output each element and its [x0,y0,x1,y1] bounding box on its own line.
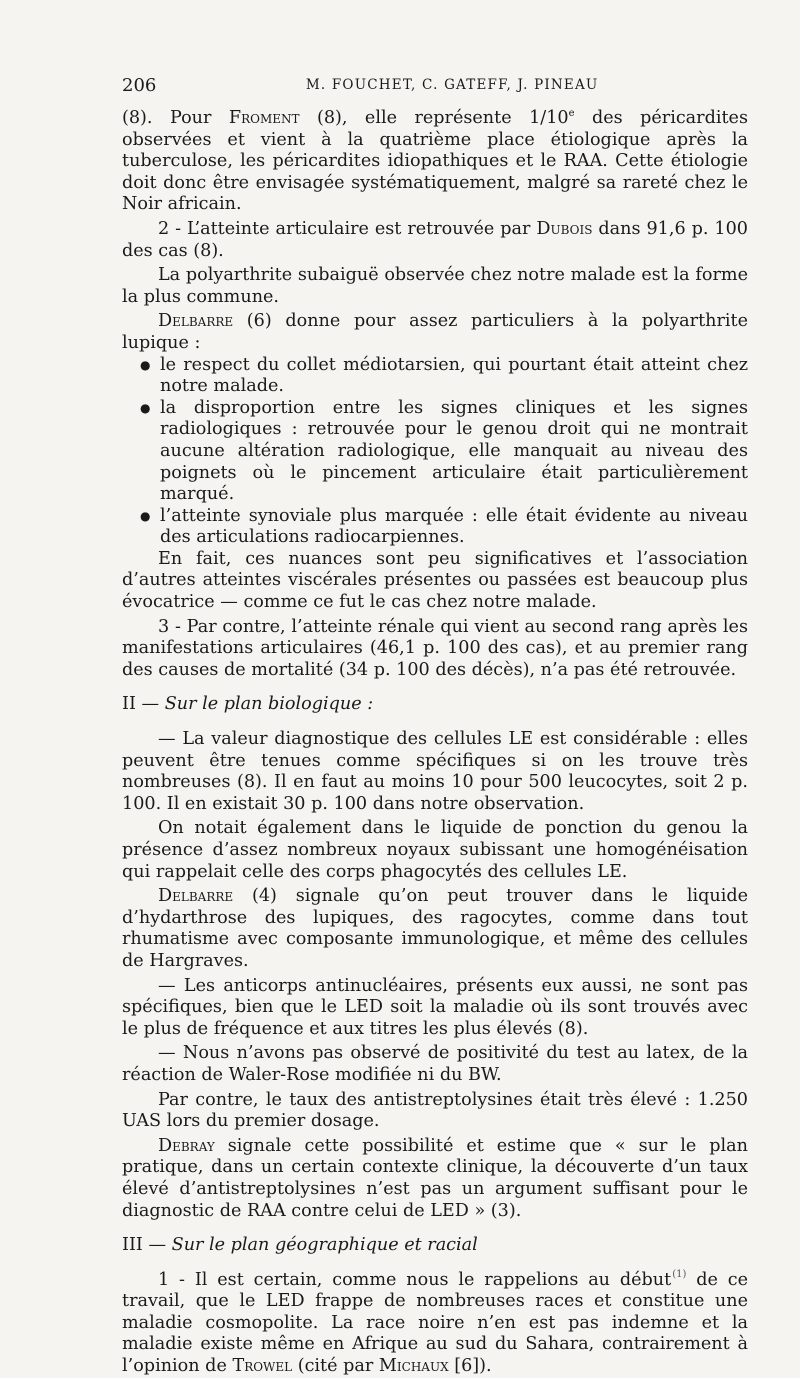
paragraph: En fait, ces nuances sont peu significatives et l’association d’autres atteintes viscérales présentes ou passées est beaucoup plus évocatrice — comme ce fut le cas chez notre malade. [122,548,748,613]
paragraph: 1 - Il est certain, comme nous le rappelions au début$^{(1)}$ de ce travail, que le LED frappe de nombreuses races et constitue une maladie cosmopolite. La race noire n’en est pas indemne et la maladie existe même en Afrique au sud du Sahara, contrairement à l’opinion de Trowel (cité par Michaux [6]). [122,1268,749,1377]
author-name: Delbarre [158,886,234,907]
section-heading: II — Sur le plan biologique : [122,694,374,715]
author-name: Michaux [378,1356,449,1377]
page-header [122,72,748,98]
paragraph: La polyarthrite subaiguë observée chez notre malade est la forme la plus commune. [122,265,748,307]
paragraph: On notait également dans le liquide de ponction du genou la présence d’assez nombreux noyaux subissant une homogénéisation qui rappelait celle des corps phagocytés des cellules LE. [122,818,748,882]
paragraph: — Nous n’avons pas observé de positivité du test au latex, de la réaction de Waler-Rose modifiée ni du BW. [122,1043,748,1085]
paragraph: 2 - L’atteinte articulaire est retrouvée par Dubois dans 91,6 p. 100 des cas (8). [122,218,748,261]
footnote-mark: (1) [672,1268,687,1280]
paragraph: Delbarre (6) donne pour assez particuliers à la polyarthrite lupique : [122,311,748,353]
body-text [122,108,748,1378]
running-head: M. FOUCHET, C. GATEFF, J. PINEAU [305,77,599,93]
list-item: ● le respect du collet médiotarsien, qui pourtant était atteint chez notre malade. [160,355,748,398]
list-item: ● l’atteinte synoviale plus marquée : elle était évidente au niveau des articulations radiocarpiennes. [160,506,748,549]
section-heading: III — Sur le plan géographique et racial [122,1235,478,1256]
paragraph: — Les anticorps antinucléaires, présents eux aussi, ne sont pas spécifiques, bien que le LED soit la maladie où ils sont trouvés avec le plus de fréquence et aux titres les plus élevés (8). [122,975,748,1039]
page-number: 206 [122,74,157,96]
paragraph: Debray signale cette possibilité et estime que « sur le plan pratique, dans un certain contexte clinique, la découverte d’un taux élevé d’antistreptolysines n’est pas un argument suffisant pour le diagnostic de RAA contre celui de LED » (3). [122,1135,748,1221]
paragraph: Delbarre (4) signale qu’on peut trouver dans le liquide d’hydarthrose des lupiques, des ragocytes, comme dans tout rhumatisme avec composante immunologique, et même des cellules de Hargraves. [122,886,748,971]
author-name: Delbarre [158,311,234,332]
paragraph: — La valeur diagnostique des cellules LE est considérable : elles peuvent être tenues comme spécifiques si on les trouve très nombreuses (8). Il en faut au moins 10 pour 500 leucocytes, soit 2 p. 100. Il en existait 30 p. 100 dans notre observation. [122,729,748,814]
author-name: Trowel [232,1356,293,1377]
paragraph: (8). Pour Froment (8), elle représente 1/10e des péricardites observées et vient à la quatrième place étiologique après la tuberculose, les péricardites idiopathiques et le RAA. Cette étiologie doit donc être envisagée systématiquement, malgré sa rareté chez le Noir africain. [122,108,748,215]
bullet-list [122,355,748,549]
paragraph: Par contre, le taux des antistreptolysines était très élevé : 1.250 UAS lors du premier dosage. [122,1089,748,1132]
paragraph: 3 - Par contre, l’atteinte rénale qui vient au second rang après les manifestations articulaires (46,1 p. 100 des cas), et au premier rang des causes de mortalité (34 p. 100 des décès), n’a pas été retrouvée. [122,616,748,680]
list-item: ● la disproportion entre les signes cliniques et les signes radiologiques : retrouvée pour le genou droit qui ne montrait aucune altération radiologique, elle manquait au niveau des poignets où le pincement articulaire était particulièrement marqué. [160,398,748,506]
author-name: Froment [228,108,300,128]
author-name: Dubois [536,218,593,239]
author-name: Debray [158,1135,215,1156]
